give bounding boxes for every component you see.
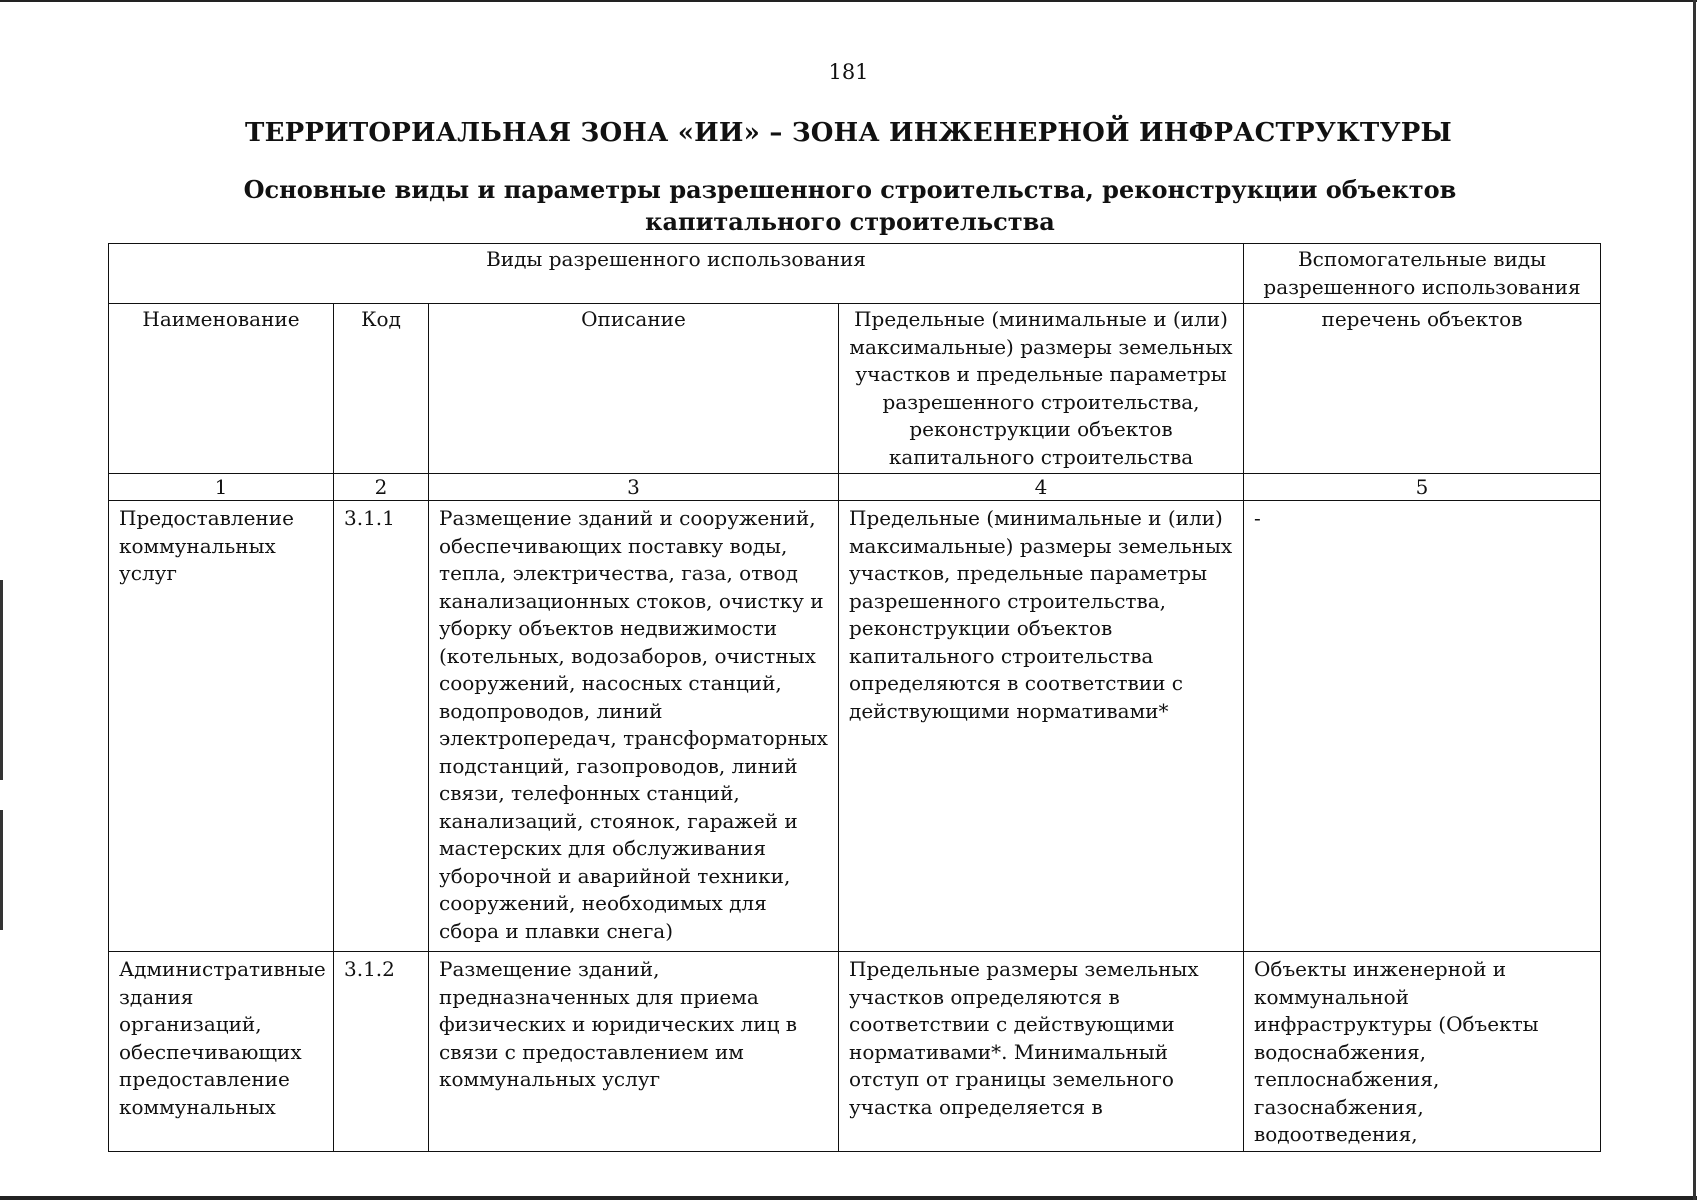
zoning-table — [108, 243, 1601, 1152]
cell-code: 3.1.1 — [334, 501, 429, 952]
page-title: ТЕРРИТОРИАЛЬНАЯ ЗОНА «ИИ» – ЗОНА ИНЖЕНЕРНОЙ ИНФРАСТРУКТУРЫ — [245, 118, 1452, 148]
cell-code: 3.1.2 — [334, 952, 429, 1152]
column-header-code: Код — [334, 304, 429, 474]
column-number-row — [109, 474, 1601, 501]
scan-edge-left-mark — [0, 580, 3, 780]
column-number: 5 — [1244, 474, 1601, 501]
scan-edge-bottom — [0, 1196, 1697, 1200]
cell-objects: Объекты инженерной и коммунальной инфраструктуры (Объекты водоснабжения, теплоснабжения, газоснабжения, водоотведения, — [1244, 952, 1601, 1152]
column-number: 4 — [839, 474, 1244, 501]
page-number: 181 — [828, 60, 869, 84]
cell-parameters: Предельные размеры земельных участков определяются в соответствии с действующими нормативами*. Минимальный отступ от границы земельного участка определяется в — [839, 952, 1244, 1152]
cell-name: Предоставление коммунальных услуг — [109, 501, 334, 952]
column-header-description: Описание — [429, 304, 839, 474]
column-header-parameters: Предельные (минимальные и (или) максимальные) размеры земельных участков и предельные параметры разрешенного строительства, реконструкции объектов капитального строительства — [839, 304, 1244, 474]
table-header-row — [109, 304, 1601, 474]
cell-name: Административные здания организаций, обеспечивающих предоставление коммунальных — [109, 952, 334, 1152]
cell-description: Размещение зданий, предназначенных для приема физических и юридических лиц в связи с предоставлением им коммунальных услуг — [429, 952, 839, 1152]
table-row — [109, 952, 1601, 1152]
page-subtitle: Основные виды и параметры разрешенного строительства, реконструкции объектов капитального строительства — [243, 175, 1457, 236]
column-header-objects: перечень объектов — [1244, 304, 1601, 474]
column-number: 3 — [429, 474, 839, 501]
column-header-name: Наименование — [109, 304, 334, 474]
column-number: 2 — [334, 474, 429, 501]
scan-edge-top — [0, 0, 1697, 2]
scan-edge-right — [1693, 0, 1696, 1200]
table-row — [109, 501, 1601, 952]
cell-description: Размещение зданий и сооружений, обеспечивающих поставку воды, тепла, электричества, газа, отвод канализационных стоков, очистку и уборку объектов недвижимости (котельных, водозаборов, очистных сооружений, насосных станций, водопроводов, линий электропередач, трансформаторных подстанций, газопроводов, линий связи, телефонных станций, канализаций, стоянок, гаражей и мастерских для обслуживания уборочной и аварийной техники, сооружений, необходимых для сбора и плавки снега) — [429, 501, 839, 952]
table-group-header-row — [109, 244, 1601, 304]
cell-objects: - — [1244, 501, 1601, 952]
scan-edge-left-mark — [0, 810, 3, 930]
column-number: 1 — [109, 474, 334, 501]
group-header-main: Виды разрешенного использования — [109, 244, 1244, 304]
group-header-aux: Вспомогательные виды разрешенного использования — [1244, 244, 1601, 304]
cell-parameters: Предельные (минимальные и (или) максимальные) размеры земельных участков, предельные параметры разрешенного строительства, реконструкции объектов капитального строительства определяются в соответствии с действующими нормативами* — [839, 501, 1244, 952]
